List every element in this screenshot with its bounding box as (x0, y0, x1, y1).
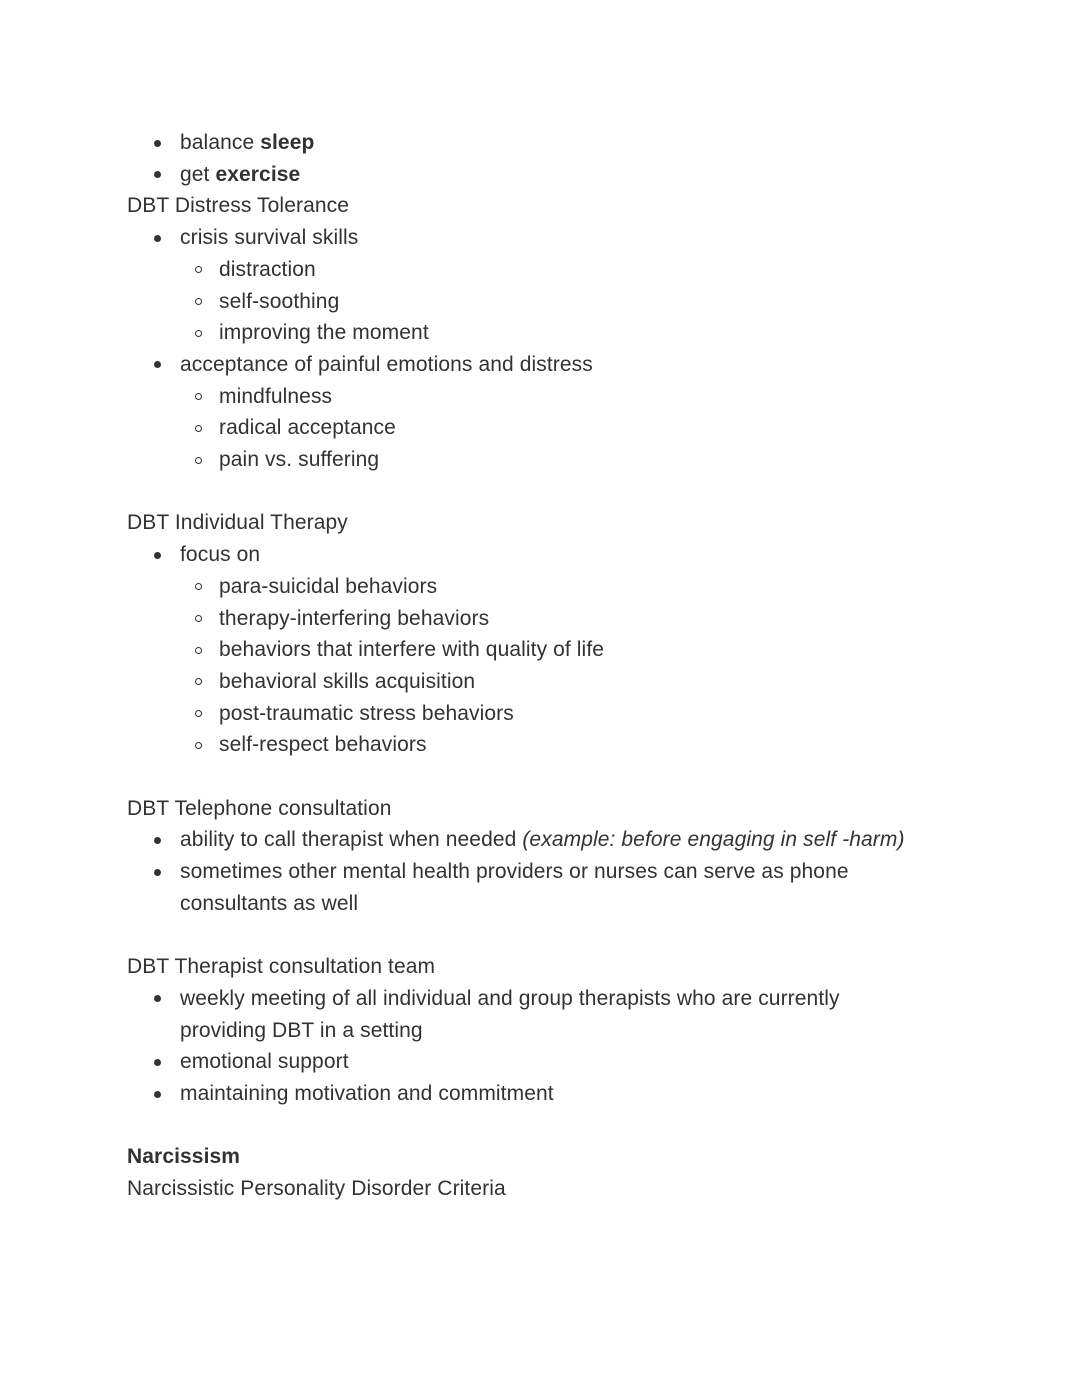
text-segment: behavioral skills acquisition (219, 669, 476, 693)
text-segment: get (180, 162, 216, 186)
sub-bullet-list-item (127, 381, 957, 413)
bullet-icon (154, 361, 161, 368)
sub-bullet-list-item (127, 286, 957, 318)
text-segment: behaviors that interfere with quality of life (219, 638, 605, 662)
paragraph (127, 951, 957, 983)
bold-text: sleep (260, 131, 315, 154)
paragraph (127, 190, 957, 222)
bullet-icon (154, 235, 161, 242)
section-heading (127, 1141, 957, 1173)
bullet-icon (154, 1059, 161, 1066)
circle-bullet-icon (195, 615, 202, 622)
bullet-continuation-line (127, 1015, 957, 1047)
circle-bullet-icon (195, 298, 202, 305)
text-segment: maintaining motivation and commitment (180, 1082, 554, 1106)
sub-bullet-list-item (127, 698, 957, 730)
text-segment: Narcissistic Personality Disorder Criteria (127, 1177, 506, 1201)
text-segment: DBT Individual Therapy (127, 511, 348, 535)
bullet-list-item (127, 222, 957, 254)
text-segment: acceptance of painful emotions and distress (180, 352, 593, 376)
circle-bullet-icon (195, 583, 202, 590)
circle-bullet-icon (195, 457, 202, 464)
text-segment: improving the moment (219, 321, 429, 345)
circle-bullet-icon (195, 742, 202, 749)
sub-bullet-list-item (127, 254, 957, 286)
text-segment: consultants as well (180, 891, 359, 915)
text-segment: radical acceptance (219, 416, 396, 440)
bullet-icon (154, 552, 161, 559)
circle-bullet-icon (195, 647, 202, 654)
bullet-list-item (127, 159, 957, 191)
sub-bullet-list-item (127, 666, 957, 698)
text-segment: mindfulness (219, 384, 333, 408)
text-segment: pain vs. suffering (219, 448, 380, 472)
bullet-list-item (127, 127, 957, 159)
bold-text: Narcissism (127, 1145, 241, 1169)
bullet-icon (154, 995, 161, 1002)
document-body (127, 127, 957, 1205)
bullet-icon (154, 837, 161, 844)
text-segment: ability to call therapist when needed (180, 828, 523, 852)
blank-line (127, 920, 957, 952)
blank-line (127, 476, 957, 508)
paragraph (127, 507, 957, 539)
text-segment: providing DBT in a setting (180, 1018, 423, 1042)
text-segment: therapy-interfering behaviors (219, 606, 490, 630)
text-segment: para-suicidal behaviors (219, 574, 438, 598)
bullet-icon (154, 869, 161, 876)
circle-bullet-icon (195, 266, 202, 273)
bullet-icon (154, 1091, 161, 1098)
bold-text: exercise (215, 162, 301, 186)
bullet-list-item (127, 349, 957, 381)
bullet-list-item (127, 539, 957, 571)
circle-bullet-icon (195, 330, 202, 337)
bullet-list-item (127, 1046, 957, 1078)
blank-line (127, 761, 957, 793)
text-segment: balance (180, 131, 261, 154)
bullet-continuation-line (127, 888, 957, 920)
sub-bullet-list-item (127, 571, 957, 603)
bullet-icon (154, 140, 161, 147)
circle-bullet-icon (195, 393, 202, 400)
text-segment: sometimes other mental health providers or nurses can serve as phone (180, 860, 849, 884)
text-segment: crisis survival skills (180, 226, 359, 250)
blank-line (127, 1110, 957, 1142)
text-segment: focus on (180, 543, 261, 567)
text-segment: self-soothing (219, 289, 340, 313)
text-segment: DBT Telephone consultation (127, 796, 392, 820)
sub-bullet-list-item (127, 412, 957, 444)
sub-bullet-list-item (127, 603, 957, 635)
text-segment: distraction (219, 257, 316, 281)
italic-text: (example: before engaging in self -harm) (522, 828, 905, 852)
text-segment: emotional support (180, 1050, 349, 1074)
text-segment: self-respect behaviors (219, 733, 427, 757)
bullet-list-item (127, 1078, 957, 1110)
sub-bullet-list-item (127, 634, 957, 666)
bullet-list-item (127, 856, 957, 888)
circle-bullet-icon (195, 678, 202, 685)
sub-bullet-list-item (127, 444, 957, 476)
circle-bullet-icon (195, 710, 202, 717)
bullet-list-item (127, 983, 957, 1015)
bullet-list-item (127, 824, 957, 856)
text-segment: DBT Distress Tolerance (127, 194, 350, 218)
circle-bullet-icon (195, 425, 202, 432)
paragraph (127, 1173, 957, 1205)
sub-bullet-list-item (127, 317, 957, 349)
text-segment: weekly meeting of all individual and group therapists who are currently (180, 986, 840, 1010)
text-segment: post-traumatic stress behaviors (219, 701, 514, 725)
paragraph (127, 793, 957, 825)
text-segment: DBT Therapist consultation team (127, 955, 436, 979)
bullet-icon (154, 171, 161, 178)
sub-bullet-list-item (127, 729, 957, 761)
